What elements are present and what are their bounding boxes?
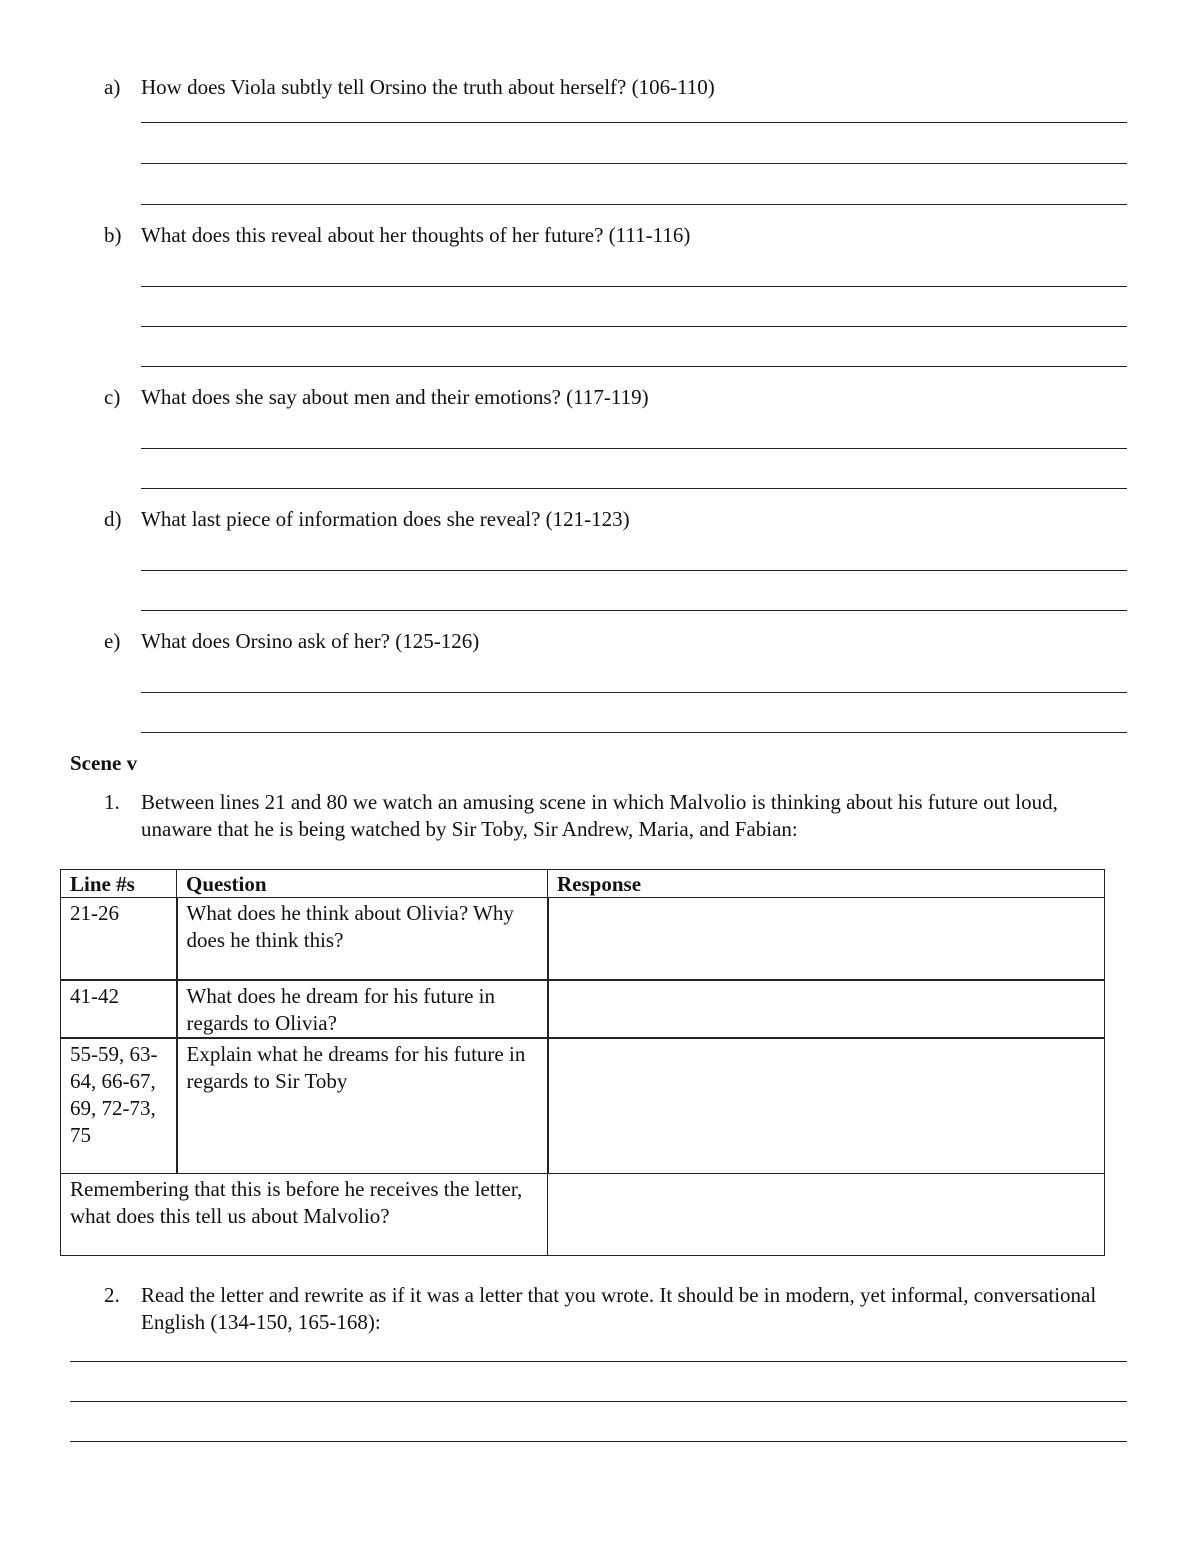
numbered-question-1 [104, 789, 1124, 843]
answer-line[interactable] [141, 732, 1127, 733]
question-d [104, 504, 1134, 534]
question-b [104, 220, 1134, 250]
answer-line[interactable] [141, 448, 1127, 449]
question-text: What does Orsino ask of her? (125-126) [141, 629, 480, 653]
column-header-lines: Line #s [61, 870, 177, 898]
answer-line[interactable] [141, 570, 1127, 571]
scene-heading: Scene v [70, 751, 138, 775]
table-row [61, 1038, 1105, 1174]
malvolio-table [60, 869, 1105, 1256]
answer-line[interactable] [141, 610, 1127, 611]
question-text: Read the letter and rewrite as if it was a letter that you wrote. It should be in modern, yet informal, conversational English (134-150, 165-168): [141, 1283, 1097, 1334]
question-cell: What does he dream for his future in regards to Olivia? [177, 980, 548, 1038]
question-e [104, 626, 1134, 656]
question-c [104, 382, 1134, 412]
question-text: What last piece of information does she reveal? (121-123) [141, 507, 630, 531]
response-cell[interactable] [548, 898, 1105, 980]
question-text: What does this reveal about her thoughts of her future? (111-116) [141, 223, 691, 247]
table-row [61, 980, 1105, 1038]
answer-line[interactable] [141, 366, 1127, 367]
answer-line[interactable] [141, 122, 1127, 123]
question-label: a) [104, 75, 121, 99]
question-cell: What does he think about Olivia? Why does he think this? [177, 898, 548, 980]
question-number: 1. [104, 790, 120, 814]
question-label: b) [104, 223, 122, 247]
question-a [104, 72, 1134, 102]
column-header-response: Response [548, 870, 1105, 898]
response-cell[interactable] [548, 1038, 1105, 1174]
question-text: How does Viola subtly tell Orsino the truth about herself? (106-110) [141, 75, 715, 99]
question-text: Between lines 21 and 80 we watch an amusing scene in which Malvolio is thinking about his future out loud, unaware that he is being watched by Sir Toby, Sir Andrew, Maria, and Fabian: [141, 790, 1058, 841]
line-numbers-cell: 55-59, 63-64, 66-67, 69, 72-73, 75 [61, 1038, 177, 1174]
answer-line[interactable] [70, 1361, 1127, 1362]
merged-question-cell: Remembering that this is before he receives the letter, what does this tell us about Malvolio? [61, 1174, 548, 1256]
table-row [61, 898, 1105, 980]
answer-line[interactable] [70, 1441, 1127, 1442]
question-label: d) [104, 507, 122, 531]
table-row [61, 1174, 1105, 1256]
response-cell[interactable] [548, 980, 1105, 1038]
answer-line[interactable] [141, 286, 1127, 287]
question-cell: Explain what he dreams for his future in regards to Sir Toby [177, 1038, 548, 1174]
answer-line[interactable] [141, 488, 1127, 489]
answer-line[interactable] [141, 204, 1127, 205]
column-header-question: Question [177, 870, 548, 898]
question-label: c) [104, 385, 121, 409]
table-header-row [61, 870, 1105, 898]
question-text: What does she say about men and their emotions? (117-119) [141, 385, 649, 409]
numbered-question-2 [104, 1282, 1124, 1336]
line-numbers-cell: 21-26 [61, 898, 177, 980]
line-numbers-cell: 41-42 [61, 980, 177, 1038]
question-label: e) [104, 629, 121, 653]
answer-line[interactable] [70, 1401, 1127, 1402]
answer-line[interactable] [141, 692, 1127, 693]
answer-line[interactable] [141, 163, 1127, 164]
response-cell[interactable] [548, 1174, 1105, 1256]
question-number: 2. [104, 1283, 120, 1307]
answer-line[interactable] [141, 326, 1127, 327]
